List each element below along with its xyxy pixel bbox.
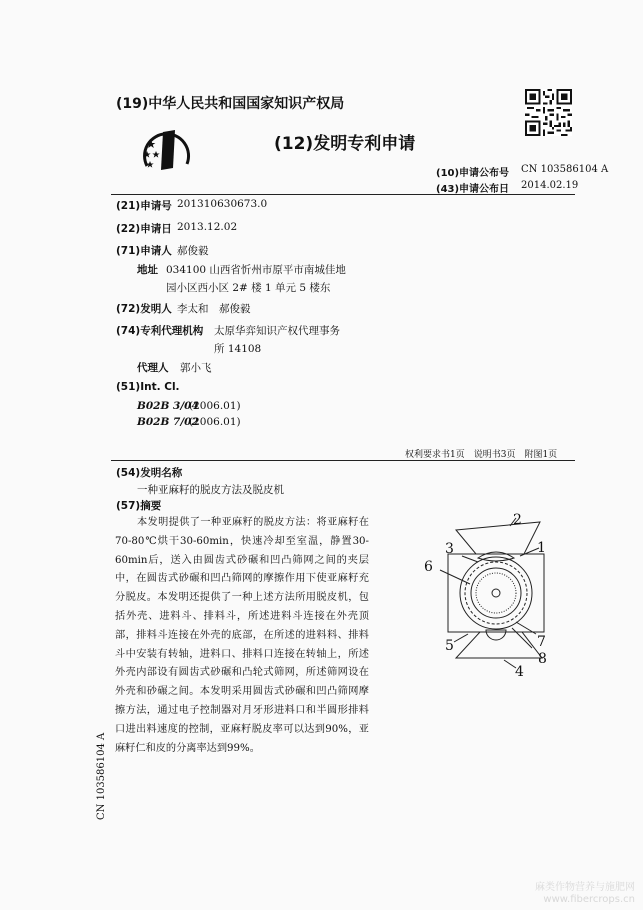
inventor-label: (72)发明人 [116, 303, 172, 315]
logo-star-3 [152, 151, 159, 158]
sand-roller [471, 568, 521, 618]
document-type: (12)发明专利申请 [274, 134, 416, 154]
figure-label-1: 1 [537, 540, 546, 556]
figure-label-5: 5 [445, 638, 454, 654]
figure-label-4: 4 [515, 664, 524, 680]
watermark [535, 882, 635, 906]
inventors: 李太和 郝俊毅 [177, 303, 251, 315]
header-rule [111, 194, 575, 195]
office-name: (19)中华人民共和国国家知识产权局 [116, 96, 345, 112]
ipc-1-code: B02B 3/04 [137, 400, 199, 412]
biblio-rule [111, 460, 575, 461]
logo-blade [161, 130, 175, 170]
applicant-label: (71)申请人 [116, 245, 172, 257]
filing-date-label: (22)申请日 [116, 223, 172, 235]
pub-number-label: (10)申请公布号 [436, 168, 510, 179]
ipc-2-code: B02B 7/02 [137, 416, 199, 428]
title-label: (54)发明名称 [116, 467, 183, 479]
outer-shell [448, 554, 544, 632]
applicant: 郝俊毅 [177, 245, 209, 257]
pub-date: 2014.02.19 [521, 180, 579, 191]
figure-label-2: 2 [513, 512, 522, 528]
abstract-text: 本发明提供了一种亚麻籽的脱皮方法：将亚麻籽在70-80℃烘干30-60min，快速冷却至室温，静置30-60min后，送入由圆齿式砂碾和凹凸筛网之间的夹层中，在圆齿式砂碾和凹凸筛网的摩擦作用下使亚麻籽充分脱皮。本发明还提供了一种上述方法所用脱皮机，包括外壳、进料斗、排料斗，所述进料斗连接在外壳顶部，排料斗连接在外壳的底部，在所述的进料料、排料斗中安装有转轴，进料口、排料口连接在转轴上，所述外壳内部设有圆齿式砂碾和凸轮式筛网，所述筛网设在外壳和砂碾之间。本发明采用圆齿式砂碾和凹凸筛网摩擦方法，通过电子控制器对月牙形进料口和半圆形排料口进出料速度的控制，亚麻籽脱皮率可以达到90%，亚麻籽仁和皮的分离率达到99%。 [115, 517, 369, 754]
address-label: 地址 [137, 264, 158, 276]
address-line-2: 园小区西小区 2# 楼 1 单元 5 楼东 [166, 282, 331, 294]
leader-5 [454, 634, 468, 642]
watermark-line-1: 麻类作物营养与施肥网 [535, 882, 635, 893]
app-number-label: (21)申请号 [116, 200, 172, 212]
figure-label-8: 8 [538, 651, 547, 667]
pub-date-label: (43)申请公布日 [436, 184, 510, 195]
agent: 郭小飞 [180, 362, 212, 374]
agency-line-2: 所 14108 [214, 343, 262, 355]
leader-8 [512, 628, 532, 648]
screen-teeth [465, 562, 527, 624]
cnipa-logo [141, 124, 193, 176]
leader-3 [462, 556, 478, 562]
invention-title: 一种亚麻籽的脱皮方法及脱皮机 [137, 484, 284, 496]
figure-label-3: 3 [445, 541, 454, 557]
pub-number: CN 103586104 A [521, 164, 609, 175]
figure-label-7: 7 [537, 634, 546, 650]
page-count-summary: 权利要求书1页 说明书3页 附图1页 [405, 450, 558, 460]
abstract-body [115, 514, 369, 758]
shaft [492, 589, 500, 597]
figure-label-6: 6 [424, 559, 433, 575]
roller-hatch [476, 573, 516, 613]
watermark-line-2: www.fibercrops.cn [543, 894, 635, 905]
filing-date: 2013.12.02 [177, 221, 238, 233]
agency-label: (74)专利代理机构 [116, 325, 204, 337]
qr-code [525, 89, 572, 136]
feed-hopper [456, 522, 540, 554]
app-number: 201310630673.0 [177, 198, 268, 210]
side-publication-number: CN 103586104 A [96, 732, 107, 820]
ipc-label: (51)Int. Cl. [116, 381, 180, 393]
leader-6 [440, 570, 470, 584]
ipc-1-version: (2006.01) [189, 400, 241, 412]
address-line-1: 034100 山西省忻州市原平市南城佳地 [166, 264, 346, 276]
abstract-label: (57)摘要 [116, 500, 162, 512]
agent-label: 代理人 [137, 362, 169, 374]
ipc-2-version: (2006.01) [189, 416, 241, 428]
agency-line-1: 太原华弈知识产权代理事务 [214, 325, 340, 337]
